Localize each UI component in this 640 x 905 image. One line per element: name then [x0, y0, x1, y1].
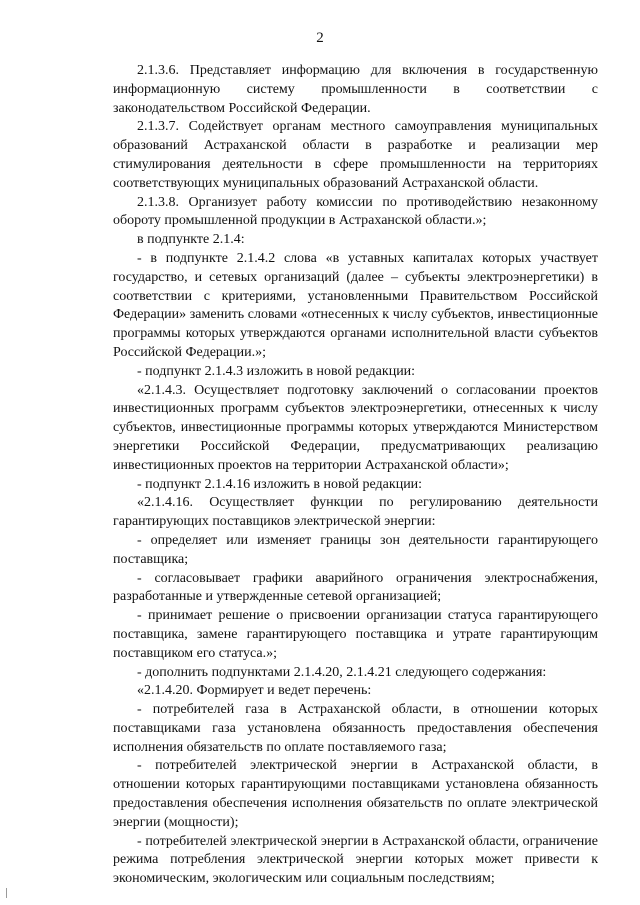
- paragraph-amend-2-1-4-3-intro: - подпункт 2.1.4.3 изложить в новой редакции:: [137, 363, 416, 379]
- paragraph-amend-2-1-4-16-intro: - подпункт 2.1.4.16 изложить в новой редакции:: [137, 476, 423, 492]
- list-item-status-decision: - принимает решение о присвоении организации статуса гарантирующего поставщика, замене гарантирующего поставщика и утрате гарантирующим поставщиком его статуса.»;: [113, 608, 598, 661]
- list-item-zones: - определяет или изменяет границы зон деятельности гарантирующего поставщика;: [113, 532, 598, 567]
- paragraph-amend-2-1-4-2: - в подпункте 2.1.4.2 слова «в уставных капиталах которых участвует государство, и сетевых организаций (далее – субъекты электроэнергетики) в соответствии с критериями, установленными Правительством Российской Федерации» заменить словами «отнесенных к числу субъектов, инвестиционные программы которых утверждаются органами исполнительной власти субъектов Российской Федерации.»;: [113, 250, 598, 360]
- document-body: [113, 62, 598, 889]
- paragraph-2-1-4-16: «2.1.4.16. Осуществляет функции по регулированию деятельности гарантирующих поставщиков электрической энергии:: [113, 495, 598, 530]
- paragraph-2-1-3-7: 2.1.3.7. Содействует органам местного самоуправления муниципальных образований Астраханской области в разработке и реализации мер стимулирования деятельности в сфере промышленности на территориях соответствующих муниципальных образований Астраханской области.: [113, 119, 598, 191]
- list-item-gas-consumers: - потребителей газа в Астраханской области, в отношении которых поставщиками газа установлена обязанность предоставления обеспечения исполнения обязательств по оплате поставляемого газа;: [113, 702, 598, 755]
- list-item-electricity-consumers: - потребителей электрической энергии в Астраханской области, в отношении которых гарантирующими поставщиками установлена обязанность предоставления обеспечения исполнения обязательств по оплате электрической энергии (мощности);: [113, 758, 598, 830]
- page-number: 2: [316, 30, 324, 46]
- paragraph-subpoint-2-1-4-intro: в подпункте 2.1.4:: [137, 232, 245, 248]
- paragraph-2-1-4-3: «2.1.4.3. Осуществляет подготовку заключений о согласовании проектов инвестиционных программ субъектов электроэнергетики, отнесенных к числу субъектов, инвестиционные программы которых утверждаются Министерством энергетики Российской Федерации, предусматривающих реализацию инвестиционных проектов на территории Астраханской области»;: [113, 382, 598, 473]
- paragraph-2-1-3-6: 2.1.3.6. Представляет информацию для включения в государственную информационную систему промышленности в соответствии с законодательством Российской Федерации.: [113, 63, 598, 116]
- paragraph-2-1-3-8: 2.1.3.8. Организует работу комиссии по противодействию незаконному обороту промышленной продукции в Астраханской области.»;: [113, 194, 598, 229]
- paragraph-2-1-4-20: «2.1.4.20. Формирует и ведет перечень:: [137, 683, 372, 699]
- paragraph-add-subpoints: - дополнить подпунктами 2.1.4.20, 2.1.4.21 следующего содержания:: [137, 664, 547, 680]
- list-item-schedules: - согласовывает графики аварийного ограничения электроснабжения, разработанные и утвержденные сетевой организацией;: [113, 570, 598, 605]
- scan-edge-mark: [6, 888, 7, 898]
- list-item-restricted-consumers: - потребителей электрической энергии в Астраханской области, ограничение режима потребления электрической энергии которых может привести к экономическим, экологическим или социальным последствиям;: [113, 833, 598, 887]
